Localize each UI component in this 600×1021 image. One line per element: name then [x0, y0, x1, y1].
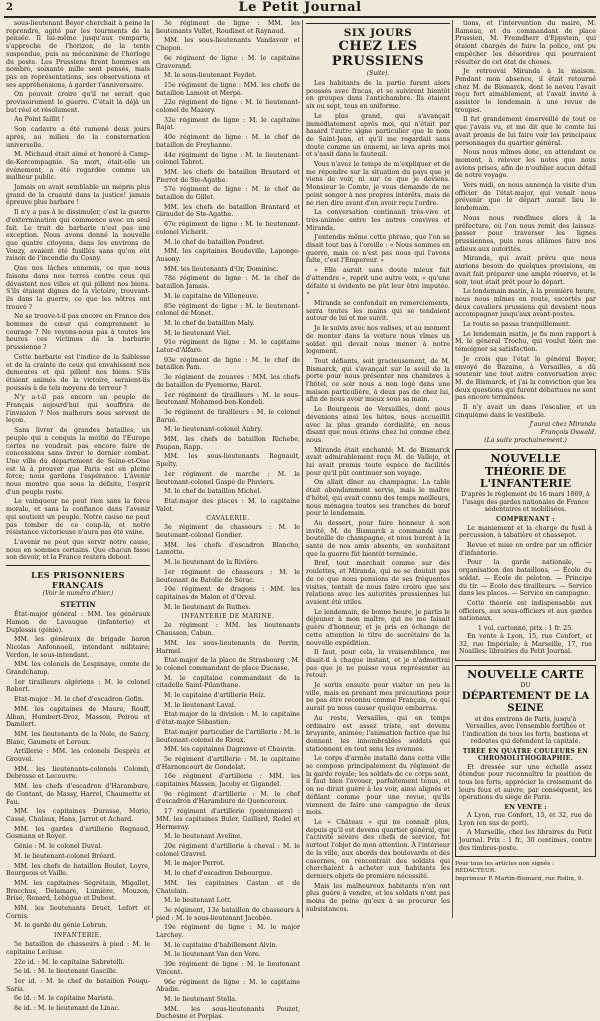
paragraph: La route se passa tranquillement.: [463, 321, 571, 329]
list-item: 22e id. : M. le capitaine Sabretelli.: [14, 958, 125, 966]
paragraph: M. Michaud était aimé et honoré à Camp-de-Kercompagnie. Sa mort, était-elle un événement, a été regardée comme un malheur public.: [6, 151, 150, 182]
column-4: [455, 20, 596, 918]
list-item: 1er régiment de tirailleurs : M. le sous-lieutenant Mohamed-ben-Kondeli.: [156, 391, 300, 407]
paragraph: Miranda, qui avait prévu que nous aurions besoin de quelques provisions, en avait fait préparer une ample réserve, et le soir, tout était prêt pour le départ.: [455, 255, 596, 286]
list-item: M. le capitaine d'artillerie Heiz.: [164, 692, 266, 700]
subsection-label: INFANTERIE DE MARINE.: [181, 613, 275, 621]
list-item: 10e régiment de dragons : MM. les capitaines de Malon et d'Orval.: [156, 586, 300, 601]
feuilleton-title-line-2: CHEZ LES PRUSSIENS: [331, 39, 425, 69]
paragraph: Il fut grandement émerveillé de tout ce que j'avais vu, et me dit que le comte lui avait promis de lui faire voir les principaux personnages du quartier général.: [455, 116, 596, 147]
paragraph: sous-lieutenant Beyer cherchait à peine la reprendre, agité par les tourments de la pensée. Il lui-même jusqu'aux remparts, s'approche de l'horizon, de la tente suspendue, puis au mécanisme de l'horloge du poste. Les Prussiens firent hommes en nombre, soixante mille sont pensés, mais pas en représentations, ses observations et ses appréhensions, à garder l'anniversaire.: [6, 20, 150, 89]
ad-title: NOUVELLE CARTE: [467, 667, 584, 681]
feuilleton-top-rule: [306, 23, 450, 24]
list-item: MM. les gardes d'artillerie Regnaud, Gosmann et Royer.: [6, 825, 150, 841]
list-item: Etat-major : M. le chef d'escadron Gofin.: [14, 696, 144, 704]
ad-title-connector: DU: [520, 681, 531, 689]
advertisement-infantry-theory: [455, 449, 596, 661]
ad-price: 1 vol. cartonné, prix : 1 fr. 25.: [477, 625, 574, 633]
paragraph: Bref, tout marchait comme sur des roulettes, et Miranda, qui ne se doutait pas de ce que nous pensions de ses fréquentes visites, tentait de nous faire croire que ses relations avec les autorités prussiennes lui avaient été utiles.: [306, 560, 450, 606]
list-item: Etat-major de la division : M. le capitaine d'état-major Sébastien.: [156, 711, 300, 727]
list-item: M. le lieutenant de Ruthes.: [164, 603, 251, 611]
list-item: M. le lieutenant de la Rivière.: [164, 559, 259, 567]
column-2: [156, 20, 300, 1021]
ad-subtitle: D'après le règlement du 16 mars 1869, à l'usage des gardes nationales de France sédentaires et mobilisées.: [461, 491, 590, 514]
masthead-rule: [4, 16, 596, 18]
ad-title: NOUVELLE: [490, 452, 561, 466]
paragraph: Le Bourgeois de Versailles, dont nous devenions ainsi les hôtes, nous accueillit avec la plus grande cordialité, en nous disant que nous étions chez lui comme chez nous.: [306, 406, 450, 444]
subsection-heading: STETTIN: [60, 600, 96, 610]
paragraph: « Elle aurait sans doute mieux fait d'attendre », reprit une autre voix, « qu'une défaite si évidente ne pût leur être imputée. »: [306, 267, 450, 298]
column-1: [6, 20, 150, 1013]
list-item: MM. les chefs de bataillon Boulet, Loyre, Bourgeois et Vaille.: [6, 862, 150, 878]
paragraph: Je sortis ensuite pour visiter un peu la ville, mais en prenant mes précautions pour ne pas être reconnu comme Français, ce qui aurait pu nous causer quelque embarras.: [306, 682, 450, 713]
section-divider: [6, 565, 150, 566]
list-item: MM. les sous-lieutenants Pouzet, Duchesne et Porpias.: [156, 1005, 300, 1021]
feuilleton-title: SIX JOURS: [343, 27, 413, 39]
paragraph: Je le suivis avec nos valises, et au moment de monter dans la voiture nous vîmes un soldat qui devait nous mener à notre logement.: [306, 325, 450, 356]
list-item: 15e régiment de ligne : MM. les chefs de bataillon Lamost et Merpé.: [156, 81, 300, 97]
list-item: M. le garde du génie Lebrun.: [14, 922, 108, 930]
list-item: MM. les chefs d'escadron Blancho, Lamotte.: [156, 541, 300, 557]
list-item: M. le sous-lieutenant Feydet.: [164, 72, 257, 80]
paragraph: N'y a-t-il pas encore un peuple de Français aujourd'hui qui souffrira de l'invasion ? Nos malheurs nous servent de leçon.: [6, 394, 150, 425]
list-item: 6e régiment de ligne : M. le capitaine Graverand.: [156, 54, 300, 70]
paragraph: Que nos lâches ennemis, ce que nous faisons dans nos terres contre ceux qui dévastent nos villes et qui pillent nos biens. S'ils étaient dignes de la victoire, trouvant-ils dans la guerre, ce que les nôtres ont trouvé ?: [6, 265, 150, 311]
list-item: 44e régiment de ligne : M. le lieutenant-colonel Tabrot.: [156, 151, 300, 167]
paragraph: Miranda se confondait en remerciements, serra toutes les mains qui se tendaient autour de lui et me suivit.: [306, 299, 450, 323]
paragraph: Le « Château » qui ne connaît plus, depuis qu'il est devenu quartier général, que l'activité sévère des chefs de service, fut surtout l'objet de mon attention. À l'intérieur de la ville, aux abords des boulevards et des casernes, on rencontrait des soldats qui cherchaient à acheter aux habitants les derniers objets de première nécessité.: [306, 818, 450, 880]
advertisement-seine-map: [455, 665, 596, 857]
list-item: MM. les capitaines Dagrenve et Chauvin.: [164, 746, 296, 754]
column-divider: [152, 20, 153, 918]
column-divider: [452, 20, 453, 918]
paragraph: Ne se trouve-t-il pas encore en France des hommes de cœur qui comprennent le courage ? Ne voyons-nous pas à toutes les heures ces victimes de la barbarie prussienne ?: [6, 313, 150, 352]
paragraph: L'avenir ne peut que servir notre cause, nous en sommes certains. Que chacun fasse son devoir, et la France restera debout.: [6, 539, 150, 562]
list-item: 16e régiment d'artillerie : MM. les capitaines Massen, Jacoby et Gigandel.: [156, 773, 300, 789]
list-item: 20e régiment d'artillerie à cheval : M. le colonel Gravrel.: [156, 842, 300, 858]
list-item: 67e régiment de ligne : M. le lieutenant-colonel Vicherit.: [156, 221, 300, 236]
list-item: 9e régiment d'artillerie : M. le chef d'escadron d'Harambure de Quenceroux.: [156, 790, 300, 806]
feuilleton-continued: [455, 20, 596, 445]
list-item: 5e id. : M. le lieutenant Gascille.: [14, 968, 118, 976]
list-item: MM. les sous-lieutenants Regnault, Spelty.: [156, 453, 300, 469]
author-signature: François Oswald.: [540, 429, 596, 437]
list-item: MM. les lieutenants Druet, Lefort et Cornis.: [6, 905, 150, 920]
list-item: M. le lieutenant Stella.: [164, 995, 238, 1003]
ad-title-line-2: THÉORIE DE L'INFANTERIE: [479, 465, 572, 491]
list-item: MM. les capitaines Durasse, Morio, Cassé, Chalaux, Hans, Jarrot et Achard.: [6, 808, 150, 823]
list-item: M. le capitaine commandant de la citadelle Saint-Pilanthane.: [156, 674, 300, 690]
continuation-note: (La suite prochainement.): [484, 437, 567, 445]
list-item: 93e régiment de ligne : M. le chef de bataillon Pam.: [156, 356, 300, 372]
paragraph: Au reste, Versailles, qui en temps ordinaire est assez triste, est devenu bruyante, animée; l'animation factice que lui donnent les innombrables soldats qui stationnent en tout sens les avenues.: [306, 714, 450, 753]
list-item: 91e régiment de ligne : M. le capitaine Lator-d'Alfaro.: [156, 339, 300, 355]
list-item: MM. les lieutenants d'Or, Dominisc.: [164, 265, 279, 273]
list-item: 1er régiment de chasseurs : M. le lieutenant de Batolie de Sérac.: [156, 568, 300, 584]
list-item: 40e régiment de ligne : M. le chef de bataillon de Freyhanne.: [156, 134, 300, 149]
paragraph: Miranda était enchanté; M. de Bismarck avait admirablement reçu M. de Vallejo, et lui avait promis toute espèce de facilités pour qu'il pût continuer son voyage.: [306, 446, 450, 477]
ad-paragraph: A Marseille, chez les libraires du Petit Journal. Prix : 1 fr., 30 centimes, contre des timbres-poste.: [459, 829, 592, 852]
list-item: M. le chef de bataillon Maly.: [164, 319, 255, 327]
ad-paragraph: Le maniement et la charge du fusil à percussion, à tabatière et chassepot.: [459, 524, 592, 540]
list-item: 19e régiment de ligne : M. le major Larchey.: [156, 924, 300, 940]
ad-paragraph: Et dressée sur une échelle assez étendue pour reconnaître la position de tous les forts, apprécier le croisement de leurs feux et suivre, par conséquent, les opérations du siège de Paris.: [459, 763, 592, 802]
list-item: MM. les capitaines Boudeville, Laponge-Ausony.: [156, 248, 300, 263]
paragraph: Vers midi, on nous annonça la visite d'un officier de l'état-major, qui venait nous prévenir que le départ aurait lieu le lendemain.: [455, 182, 596, 213]
list-item: État-major général : MM. les généraux Hamon de Lavaugue (infanterie) et Duplessis (génie).: [6, 611, 150, 634]
paragraph: Sans livrer de grandes batailles, un peuple qui a conquis la moitié de l'Europe certes ne voudrait pas encore faire de concessions sans livrer le dernier combat. Une ville du département de Seine-et-Oise est là à prouver que Paris est en pleine force; nous gardons l'espérance. L'avenir nous montre que sous la défaite, l'esprit d'un peuple reste.: [6, 427, 150, 496]
list-item: M. le lieutenant-colonel Aubry.: [164, 426, 263, 434]
paragraph: Cette barbarie est l'indice de la faiblesse et de la crainte de ceux qui envahissent nos demeures et qui pillent nos biens. S'ils étaient animés de la victoire, seraient-ils poussés à de tels moyens de terreur ?: [6, 353, 150, 392]
paragraph: Le lendemain matin, à la première heure, nous nous mîmes en route, escortés par deux cavaliers prussiens qui devaient nous accompagner jusqu'aux avant-postes.: [455, 288, 596, 319]
paragraph: Mais les malheureux habitants n'en ont plus guère à vendre, et les soldats n'ont pas moins de peine qu'eux à se procurer les subsistances.: [306, 882, 450, 913]
list-item: 78e régiment de ligne : M. le chef de bataillon Jamais.: [156, 275, 300, 291]
column-3: [306, 20, 450, 918]
paragraph: Au dessert, pour faire honneur à son invité, M. de Bismarck a commandé une bouteille de champagne, et nous burent à la santé de nos amis absents, en souhaitant que la guerre fût bientôt terminée.: [306, 519, 450, 558]
list-item: MM. les chefs d'escadron d'Harambure, de Contant, de Massy, Harrel, Chaumette et Fau.: [6, 783, 150, 806]
paragraph: Je crois que l'état le général Boyer, envoyé de Bazaine, à Versailles, a dû soutenir une tout autre conversation avec M. de Bismarck, et j'ai la conviction que les deux questions qui furent débattues ne sont pas encore terminées.: [455, 355, 596, 402]
list-item: 17 régiment d'artillerie (pontonniers) : MM. les capitaines Buler, Gaillard, Redel et Hermeray.: [156, 808, 300, 831]
list-item: 3e régiment, 13e bataillon de chasseurs à pied : M. le sous-lieutenant Jacobée.: [156, 906, 300, 922]
list-item: 5e bataillon de chasseurs à pied : M. le capitaine Lecluse.: [6, 941, 150, 956]
list-item: MM. les colonels de Lespinaye, comte de Grandchamp.: [6, 661, 150, 677]
list-item: M. le chef de bataillon Michel.: [164, 488, 262, 496]
paragraph: Le lendemain matin, je fis mon rapport à M. le général Trochu, qui voulut bien me témoigner sa satisfaction.: [455, 330, 596, 354]
list-item: MM. les chefs de bataillon Richebe, Paupan, Rapp.: [156, 436, 300, 451]
list-item: 22e régiment de ligne : M. le lieutenant-colonel de Mazery.: [156, 99, 300, 115]
ad-paragraph: Revue et mise en ordre par un officier d'infanterie.: [459, 542, 592, 557]
paragraph: Il n'y a pas à le dissimuler, c'est la guerre d'extermination qui commence avec un seul fait. Le trait de barbarie n'est pas une exception. Nous avons donné la nouvelle que quatre citoyens, dans les environs de Vouzy, avaient été fusillés sans qu'on eût raison de l'incendie du Cosny.: [6, 209, 150, 263]
editorial-article: [6, 20, 150, 562]
page-number: 2: [6, 2, 13, 13]
ad-subtitle: et des environs de Paris, jusqu'à Versailles, avec l'ensemble fortifiée et l'indication de tous les forts, bastions et redoutes qui défendent la capitale.: [462, 715, 589, 746]
ad-paragraph: Cette théorie est indispensable aux officiers, aux sous-officiers et aux gardes nationaux.: [459, 599, 592, 623]
paragraph: Le plus grand, qui s'avançait immédiatement après moi, qui n'était par hasard l'autre signe particulier que le nom de Saint-Jean, et qu'il me regardait sans doute comme un ennemi, se leva après moi et s'assit dans le fauteuil.: [306, 112, 450, 159]
list-item: M. le chef d'escadron Debourgue.: [164, 870, 273, 878]
list-item: Etat-major des places : M. le capitaine Valot.: [156, 497, 300, 513]
ad-paragraph: Pour la garde nationale, — organisation des bataillons, — École du soldat. — École de peloton. — Principe du tir. — École des tirailleurs. — Service dans les places. — Service en campagne.: [459, 559, 592, 598]
ad-paragraph: En vente à Lyon, 15, rue Confort, et 32, rue Impériale; à Marseille, 17, rue Noailles; librairies du Petit Journal.: [459, 632, 592, 656]
paragraph: Il n'y avait un dans l'escalier, et un cinquième dans le vestibule.: [455, 404, 596, 419]
paragraph: Le corps d'armée installé dans cette ville se compose principalement du régiment de la garde royale; les soldats de ce corps sont, il faut bien l'avouer, parfaitement tenus, et on ne dirait guère à les voir, ainsi alignés et défilant comme pour une revue, qu'ils viennent de faire une campagne de deux mois.: [306, 755, 450, 817]
editor-note: Pour tous les articles non signés : RÉDACTEUR.: [455, 861, 555, 875]
list-item: 3e régiment de tirailleurs : M. le colonel Barué.: [156, 408, 300, 424]
ad-title-line-3: DÉPARTEMENT DE LA SEINE: [461, 690, 590, 714]
paragraph: tions, et l'intervention du maire, M. Rameau, et du commandant de place Prussien, M. Fremdherr d'Eppstein, qui étaient chargés de faire la police, ont pu empêcher les désordres qui pourraient résulter de cet état de choses.: [455, 20, 596, 66]
list-item: MM. les sous-lieutenants Vandavoir et Chopon.: [156, 37, 300, 53]
feuilleton-body: [306, 80, 450, 913]
paragraph: Le vainqueur ne peut rien sans la force morale, et sans la confiance dans l'avenir qui soutient un peuple. Notre cause ne peut pas tomber de ce coup-là, et notre résistance victorieuse n'aura pas été vaine.: [6, 498, 150, 537]
list-item: M. le lieutenant Van den Vere.: [164, 951, 261, 959]
list-item: MM. les chefs de bataillon Brantard et Giraudet de Ste-Agathe.: [156, 203, 300, 219]
prisoner-list-continued: [156, 20, 300, 1021]
list-item: 3e régiment de ligne : MM. les lieutenants Vullet, Roudinet et Raynaud.: [156, 20, 300, 35]
ad-sale-heading: EN VENTE :: [504, 804, 547, 812]
list-item: 96e régiment de ligne : M. le capitaine Abadie.: [156, 978, 300, 994]
list-item: 3e régiment de zouaves : MM. les chefs de bataillon de Pyemorne, Harel.: [156, 374, 300, 389]
paragraph: Tout défiants, soit gracieusement, de M. Bismarck, qui s'avançait sur le seuil de la porte pour nous présenter nos chambres à l'hôtel, ce soir nous a non logé dans une maison particulière, à deux pas de chez lui, afin de nous avoir mieux sous sa main.: [306, 357, 450, 404]
list-item: M. le major Perrot.: [164, 860, 225, 868]
paragraph: La conversation continuait très-vive et très-animée entre les autres convives et Miranda.: [306, 209, 450, 232]
list-item: MM. les capitaines de Maure, Rouff, Alban, Humbert-Droz, Masson, Poirou et Damilert.: [6, 705, 150, 729]
list-item: MM. les lieutenants-colonels Colomb, Debrosse et Lecouvre.: [6, 765, 150, 781]
list-item: M. le capitaine d'habillement Alvin.: [164, 941, 278, 949]
list-item: 8e id. : M. le lieutenant de Linac.: [14, 1005, 120, 1013]
masthead: [0, 0, 600, 16]
section-subtitle: (Voir le numéro d'hier.): [42, 590, 114, 598]
paragraph: Je retrouvai Miranda à la maison. Pendant mon absence, il était retourné chez M. de Bismarck, dont le neveu l'avait reçu fort aimablement, et l'avait invité à assister le lendemain à une revue de troupes.: [455, 68, 596, 114]
list-item: M. le lieutenant Viel.: [164, 329, 231, 337]
paragraph: Son cadavre a été ramené deux jours après, au milieu de la consternation universelle.: [6, 126, 150, 149]
list-item: 5e régiment d'artillerie : M. le capitaine d'Harnoncourt de Gondelat.: [156, 755, 300, 771]
list-item: M. le lieutenant Lott.: [164, 897, 232, 905]
list-item: 1er id. : M. le chef de bataillon Fouqu-Saria.: [6, 977, 150, 993]
list-item: 2e régiment : MM. les lieutenants Chausson, Cabun.: [156, 622, 300, 638]
list-item: 57e régiment de ligne : M. le chef de bataillon de Gillet.: [156, 186, 300, 202]
list-item: M. le chef de bataillon Poudret.: [164, 238, 265, 246]
paragraph: On pouvait croire qu'il ne serait que provisoirement le guerre. C'était là déjà un but réel et résolument.: [6, 91, 150, 114]
list-item: Génie : M. le colonel Duval.: [14, 843, 103, 851]
paragraph: Vous n'avez le temps de m'expliquer et de me répondre sur la situation du pays que je viens de voir, ni sur ce que je deviens. Monsieur le Comte, je vous demande de ne point songer à nos propres intérêts, mais de ne rien dire avant d'en avoir reçu l'ordre.: [306, 161, 450, 207]
feuilleton-subtitle: (Suite).: [366, 70, 390, 77]
paragraph: Jamais on avait semblable un mépris plus grand de la cruauté dans la justice! jamais épreuve plus barbare !: [6, 184, 150, 207]
list-item: Etat-major particulier de l'artillerie : M. le lieutenant-colonel de Rioux.: [156, 728, 300, 744]
subsection-label: INFANTERIE.: [54, 932, 102, 940]
list-item: 3e régiment de chasseurs : M. le lieutenant-colonel Gondier.: [156, 524, 300, 540]
paragraph: J'entendis même cette phrase, que l'on se disait tout bas à l'oreille : « Nous sommes en guerre, mais ce n'est pas nous qui l'avons faite, c'est l'Empereur. »: [306, 234, 450, 265]
paragraph: Nous nous mîmes donc, en attendant ce moment, à relever les notes que nous avions prises, afin de n'oublier aucun détail de notre voyage.: [455, 149, 596, 180]
list-item: M. le lieutenant Aveline.: [164, 833, 243, 841]
subsection-label: CAVALERIE.: [206, 515, 250, 523]
paragraph: Le lendemain, de bonne heure, je partis le déjeuner à mon maître, qui ne me faisait guère d'honneur, et je pris en échange de cette attention le titre de secrétaire de la nouvelle expédition.: [306, 608, 450, 647]
list-item: MM. les chefs de bataillon Brautard et Pierrot de Ste-Agathe.: [156, 168, 300, 184]
paragraph: Les habitants de la partie furent alors poussés avec fracas, et se suivirent bientôt en groupes dans l'antichambre. Ils étaient six ou sept, tous en uniforme.: [306, 80, 450, 111]
list-item: M. le lieutenant-colonel Bréard.: [14, 852, 116, 860]
list-item: 1er régiment de marche : M. le lieutenant-colonel Gaspé de Pluviers.: [156, 470, 300, 486]
list-item: 32e régiment de ligne : M. le capitaine Rajat.: [156, 116, 300, 132]
list-item: MM. les lieutenants de la Nole, de Sancy, Blanc, Gaumets et Leroux.: [6, 730, 150, 746]
section-title: LES PRISONNIERS FRANÇAIS: [31, 570, 125, 591]
list-item: MM. les sous-lieutenants de Perrin, Harmel.: [156, 639, 300, 655]
column-divider: [302, 20, 303, 918]
list-item: 6e id. : M. le capitaine Mariste.: [14, 995, 115, 1003]
printer-imprint: Imprimeur P. Martin-Bismard, rue Rollin, 9.: [455, 876, 584, 883]
ad-paragraph: A Lyon, rue Confort, 15, et 32, rue de Lyon (en sus de port).: [459, 811, 592, 827]
signature-line: J'aurai chez Miranda: [529, 421, 596, 429]
ad-caption: TIRÉE EN QUATRE COULEURS EN CHROMOLITHOGRAPHIE.: [462, 747, 589, 762]
list-item: 1er tirailleurs algériens : M. le colonel Robert.: [6, 678, 150, 694]
list-item: Artillerie : MM. les colonels Despréz et Grouvel.: [6, 748, 150, 764]
paragraph: Nous nous rendîmes alors à la préfecture, où l'on nous remit des laissez-passer pour traverser les lignes prussiennes, puis nous allâmes faire nos adieux aux autorités.: [455, 214, 596, 253]
list-item: MM. les généraux de brigade baron Nicolas Anfonnaeil, intendant militaire; Verdon, le sous-intendant.: [6, 636, 150, 659]
list-item: 85e régiment de ligne : M. le lieutenant-colonel de Monet.: [156, 302, 300, 318]
list-item: M. le lieutenant Laval.: [164, 701, 236, 709]
list-item: MM. les capitaines Ségrétain, Migallet, Brocchus, Delamare, Lumière, Mouzon, Brisé, Renard, Lebègue et Dubost.: [6, 879, 150, 903]
list-item: 39e régiment de ligne : M. le lieutenant Vincent.: [156, 961, 300, 976]
paragraph: Au Point faillit !: [14, 116, 65, 124]
paragraph: On allait dîner au champagne. La table était abondamment servie, mais le maître d'hôtel, qui avait connu des temps meilleurs, nous ménagea toutes ses tranches de bœuf pour le lendemain.: [306, 479, 450, 518]
ad-caption: COMPRENANT :: [496, 515, 555, 523]
paragraph: Il faut, pour cela, la vraisemblance, me disait-il à chaque instant, et je n'admettrai pas que je ne puisse vous représenter au retour.: [306, 649, 450, 680]
list-item: Etat-major de la place de Strasbourg : M. le colonel commandant de place Ducasse.: [156, 657, 300, 672]
list-item: MM. les capitaines Castan et de Chatelain.: [156, 879, 300, 895]
prisoner-list: [6, 611, 150, 1013]
list-item: M. le capitaine de Villeneuve.: [164, 292, 259, 300]
newspaper-title: Le Petit Journal: [238, 0, 362, 15]
